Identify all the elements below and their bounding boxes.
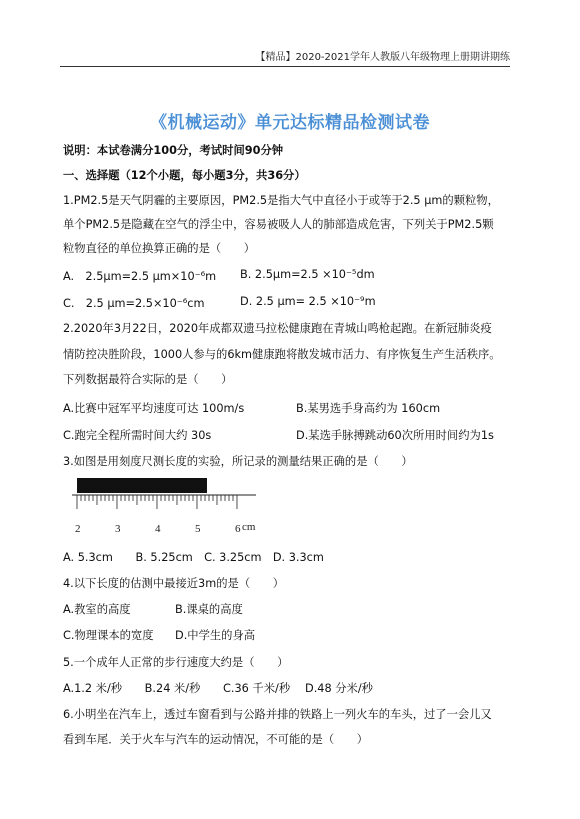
q3-options: A. 5.3cm B. 5.25cm C. 3.25cm D. 3.3cm — [63, 551, 324, 564]
q1-line-2: 单个PM2.5是隐藏在空气的浮尘中，容易被吸人人的肺部造成危害，下列关于PM2.5颗 — [63, 218, 494, 231]
q1-option-c: C. 2.5 μm=2.5×10⁻⁶cm — [63, 297, 205, 310]
q4-option-b: B.课桌的高度 — [175, 603, 243, 616]
q2-option-a: A.比赛中冠军平均速度可达 100m/s — [63, 402, 245, 415]
page-header: 【精品】2020-2021学年人教版八年级物理上册期讲期练 — [60, 48, 510, 67]
ruler-ticks — [77, 495, 237, 509]
tick-label-2: 2 — [75, 523, 81, 535]
q6-line-2: 看到车尾．关于火车与汽车的运动情况，不可能的是（ ） — [63, 733, 369, 746]
page-title: 《机械运动》单元达标精品检测试卷 — [150, 113, 430, 133]
q1-line-1: 1.PM2.5是天气阴霾的主要原因，PM2.5是指大气中直径小于或等于2.5 μm的颗粒物， — [63, 194, 499, 207]
q2-option-b: B.某男选手身高约为 160cm — [296, 402, 441, 415]
ruler-tick-labels — [75, 521, 256, 535]
q5-options: A.1.2 米/秒 B.24 米/秒 C.36 千米/秒 D.48 分米/秒 — [63, 682, 373, 695]
q4-option-c: C.物理课本的宽度 — [63, 629, 154, 642]
section-heading: 一、选择题（12个小题，每小题3分，共36分） — [63, 169, 306, 182]
ruler-unit: cm — [242, 521, 256, 533]
q1-line-3: 粒物直径的单位换算正确的是（ ） — [63, 242, 256, 255]
q4-text: 4.以下长度的估测中最接近3m的是（ ） — [63, 577, 285, 590]
q2-line-3: 下列数据最符合实际的是（ ） — [63, 373, 233, 386]
exam-note: 说明：本试卷满分100分，考试时间90分钟 — [63, 144, 284, 157]
q4-option-a: A.教室的高度 — [63, 603, 131, 616]
q2-line-1: 2.2020年3月22日，2020年成都双遗马拉松健康跑在青城山鸣枪起跑。在新冠肺炎疫 — [63, 322, 492, 335]
q1-option-a: A. 2.5μm=2.5 μm×10⁻⁶m — [63, 270, 217, 283]
tick-label-6: 6 — [235, 523, 241, 535]
q5-text: 5.一个成年人正常的步行速度大约是（ ） — [63, 656, 289, 669]
q6-line-1: 6.小明坐在汽车上，透过车窗看到与公路并排的铁路上一列火车的车头，过了一会儿又 — [63, 708, 492, 721]
tick-label-4: 4 — [155, 523, 161, 535]
q2-option-d: D.某选手脉搏跳动60次所用时间约为1s — [296, 429, 494, 442]
q4-option-d: D.中学生的身高 — [175, 629, 256, 642]
ruler-diagram — [70, 475, 260, 535]
q1-option-d: D. 2.5 μm= 2.5 ×10⁻⁹m — [240, 295, 376, 308]
q3-text: 3.如图是用刻度尺测长度的实验，所记录的测量结果正确的是（ ） — [63, 455, 413, 468]
tick-label-3: 3 — [115, 523, 121, 535]
tick-label-5: 5 — [195, 523, 201, 535]
q1-option-b: B. 2.5μm=2.5 ×10⁻⁵dm — [240, 268, 375, 281]
measured-object — [77, 478, 207, 493]
q2-option-c: C.跑完全程所需时间大约 30s — [63, 429, 212, 442]
q2-line-2: 情防控决胜阶段，1000人参与的6km健康跑将散发城市活力、有序恢复生产生活秩序。 — [63, 348, 501, 361]
